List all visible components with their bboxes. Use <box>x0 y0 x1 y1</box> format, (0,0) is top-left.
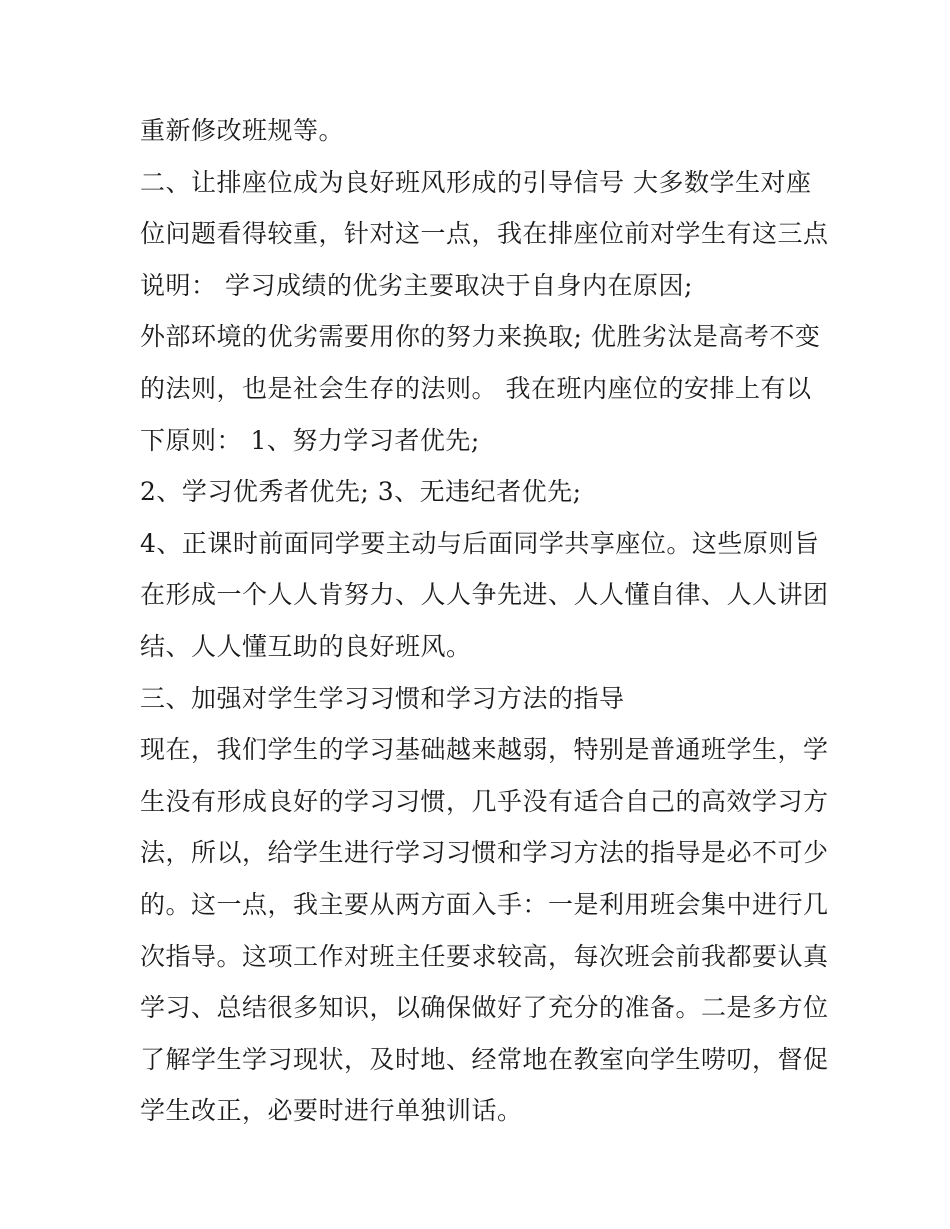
text-line: 学生改正，必要时进行单独训话。 <box>140 1096 523 1126</box>
text-line: 学习、总结很多知识，以确保做好了充分的准备。二是多方位 <box>140 993 829 1023</box>
text-line: 位问题看得较重，针对这一点，我在排座位前对学生有这三点 <box>140 219 829 249</box>
text-line: 次指导。这项工作对班主任要求较高，每次班会前我都要认真 <box>140 941 829 971</box>
text-line: 外部环境的优劣需要用你的努力来换取; 优胜劣汰是高考不变 <box>140 322 821 352</box>
text-line: 2、学习优秀者优先; 3、无违纪者优先; <box>140 477 582 507</box>
section-heading-2: 二、让排座位成为良好班风形成的引导信号 大多数学生对座 <box>140 167 812 197</box>
text-line: 现在，我们学生的学习基础越来越弱，特别是普通班学生，学 <box>140 735 829 765</box>
text-line: 结、人人懂互助的良好班风。 <box>140 631 472 661</box>
text-line: 了解学生学习现状，及时地、经常地在教室向学生唠叨，督促 <box>140 1044 829 1074</box>
text-line: 重新修改班规等。 <box>140 116 345 145</box>
document-body <box>140 105 829 1137</box>
text-line: 下原则： 1、努力学习者优先; <box>140 425 480 455</box>
text-line: 生没有形成良好的学习习惯，几乎没有适合自己的高效学习方 <box>140 786 829 816</box>
text-line: 的。这一点，我主要从两方面入手：一是利用班会集中进行几 <box>140 889 829 919</box>
text-line: 的法则，也是社会生存的法则。 我在班内座位的安排上有以 <box>140 373 812 403</box>
text-line: 在形成一个人人肯努力、人人争先进、人人懂自律、人人讲团 <box>140 580 829 610</box>
text-line: 法，所以，给学生进行学习习惯和学习方法的指导是必不可少 <box>140 838 829 868</box>
text-line: 说明： 学习成绩的优劣主要取决于自身内在原因; <box>140 270 693 300</box>
text-line: 4、正课时前面同学要主动与后面同学共享座位。这些原则旨 <box>140 528 820 558</box>
section-heading-3: 三、加强对学生学习习惯和学习方法的指导 <box>140 683 625 713</box>
